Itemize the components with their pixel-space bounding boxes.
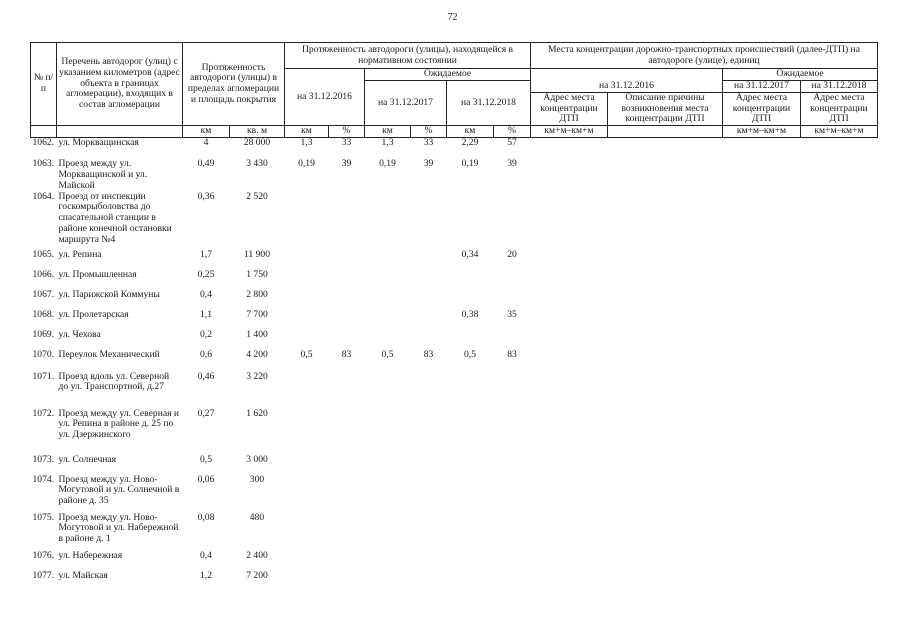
norm-2017-pct — [411, 372, 447, 409]
norm-2016-km — [285, 372, 329, 409]
norm-2016-km — [285, 455, 329, 475]
norm-2018-pct — [494, 571, 531, 585]
norm-2017-pct: 83 — [423, 349, 434, 360]
norm-2017-km: 0,5 — [381, 349, 394, 360]
norm-2018-pct — [494, 192, 531, 250]
row-number: 1075. — [32, 512, 55, 523]
norm-2017-km: 1,3 — [381, 137, 394, 148]
table-row — [31, 571, 878, 585]
road-name: Проезд между ул. Ново-Могутовой и ул. Солнечной в районе д. 35 — [58, 474, 180, 507]
norm-2017-km: 0,19 — [379, 159, 396, 170]
norm-2017-pct — [411, 250, 447, 270]
road-name: Проезд между ул. Моркващинской и ул. Майской — [58, 159, 148, 191]
length-km: 1,1 — [200, 309, 212, 320]
norm-2018-pct: 39 — [507, 159, 517, 170]
norm-2018-pct — [494, 372, 531, 409]
area-sqm: 1 620 — [246, 408, 268, 419]
norm-2017-pct — [411, 571, 447, 585]
norm-2017-pct — [411, 192, 447, 250]
norm-2016-pct — [329, 513, 365, 551]
norm-2018-pct — [494, 270, 531, 290]
norm-2016-km: 0,5 — [300, 349, 313, 360]
norm-2018-km: 0,34 — [461, 249, 479, 260]
unit-kmm: км+м–км+м — [723, 126, 801, 138]
unit-empty — [31, 126, 57, 138]
norm-2017-pct — [411, 310, 447, 330]
row-number: 1072. — [32, 408, 55, 419]
row-number: 1073. — [32, 454, 55, 465]
area-sqm: 1 750 — [246, 269, 268, 280]
length-km: 0,2 — [200, 329, 212, 340]
norm-2018-km — [447, 475, 494, 513]
area-sqm: 4 200 — [246, 349, 268, 360]
norm-2017-km — [365, 290, 411, 310]
norm-2018-pct — [494, 290, 531, 310]
unit-km: км — [447, 126, 494, 138]
road-name: Проезд от инспекции госкомрыболовства до спасательной станции в районе конечной остановки маршрута №4 — [58, 191, 172, 245]
norm-2018-km — [447, 513, 494, 551]
unit-pct: % — [494, 126, 531, 138]
norm-2016-km — [285, 310, 329, 330]
unit-pct: % — [329, 126, 365, 138]
table-row — [31, 310, 878, 330]
norm-2017-pct — [411, 409, 447, 455]
norm-2016-km — [285, 571, 329, 585]
norm-2017-pct — [411, 270, 447, 290]
area-sqm: 480 — [249, 512, 265, 523]
unit-sqm: кв. м — [230, 126, 285, 138]
norm-2017-km — [365, 475, 411, 513]
norm-2016-pct — [329, 250, 365, 270]
norm-2018-pct — [494, 513, 531, 551]
header-length: Протяженность автодороги (улицы) в пределах агломерации и площадь покрытия — [183, 43, 285, 126]
norm-2018-km — [447, 270, 494, 290]
road-name: Переулок Механический — [58, 349, 160, 360]
road-name: Проезд между ул. Ново-Могутовой и ул. Набережной в районе д. 1 — [58, 512, 179, 545]
norm-2017-pct — [411, 290, 447, 310]
road-name: Проезд вдоль ул. Северной до ул. Транспортной, д.27 — [58, 371, 170, 393]
norm-2016-km: 0,19 — [298, 159, 315, 170]
table-body — [31, 137, 878, 584]
unit-km: км — [365, 126, 411, 138]
road-name: ул. Майская — [58, 570, 108, 581]
norm-2018-km: 0,38 — [461, 309, 479, 320]
norm-2017-pct: 33 — [423, 137, 434, 148]
header-date-2017: на 31.12.2017 — [365, 81, 447, 126]
norm-2017-km — [365, 270, 411, 290]
norm-2016-km — [285, 409, 329, 455]
norm-2016-pct — [329, 330, 365, 350]
header-accidents-2016: на 31.12.2016 — [531, 69, 723, 93]
header-accidents-expected: Ожидаемое — [723, 69, 878, 81]
road-name: Проезд между ул. Северная и ул. Репина в районе д. 25 по ул. Дзержинского — [58, 408, 180, 441]
table-row — [31, 290, 878, 310]
norm-2018-km — [447, 330, 494, 350]
length-km: 1,7 — [200, 249, 212, 260]
unit-empty — [608, 126, 723, 138]
length-km: 0,49 — [197, 159, 215, 170]
norm-2018-pct: 57 — [507, 137, 517, 148]
header-address-2016: Адрес места концентрации ДТП — [531, 93, 608, 126]
road-name: ул. Моркващинская — [58, 137, 139, 148]
norm-2018-km: 0,19 — [461, 159, 479, 170]
norm-2016-km — [285, 513, 329, 551]
norm-2017-km — [365, 409, 411, 455]
norm-2018-pct — [494, 475, 531, 513]
norm-2017-km — [365, 250, 411, 270]
norm-2018-pct: 35 — [507, 309, 517, 320]
row-number: 1063. — [32, 159, 55, 170]
norm-2018-pct: 83 — [507, 349, 517, 360]
area-sqm: 28 000 — [243, 137, 271, 148]
norm-2016-km — [285, 250, 329, 270]
row-number: 1077. — [32, 570, 55, 581]
row-number: 1070. — [32, 349, 55, 360]
header-reason: Описание причины возникновения места концентрации ДТП — [608, 93, 723, 126]
road-name: ул. Чехова — [58, 329, 101, 340]
header-accident-sites: Места концентрации дорожно-транспортных происшествий (далее-ДТП) на автодороге (улице), единиц — [531, 43, 878, 69]
norm-2017-km — [365, 571, 411, 585]
road-name: ул. Промышленная — [58, 269, 137, 280]
norm-2018-pct — [494, 330, 531, 350]
norm-2016-pct — [329, 571, 365, 585]
road-name: ул. Репина — [58, 249, 102, 260]
header-date-2016: на 31.12.2016 — [285, 69, 365, 126]
table-row — [31, 330, 878, 350]
row-number: 1071. — [32, 371, 55, 382]
table-row — [31, 372, 878, 409]
norm-2017-km — [365, 551, 411, 571]
length-km: 1,2 — [200, 570, 212, 581]
header-road-list: Перечень автодорог (улиц) с указанием километров (адрес объекта в границах агломерации), входящих в состав агломерации — [57, 43, 183, 126]
norm-2018-km — [447, 455, 494, 475]
norm-2016-pct — [329, 310, 365, 330]
norm-2018-km — [447, 290, 494, 310]
table-row — [31, 513, 878, 551]
area-sqm: 3 430 — [246, 159, 268, 170]
table-row — [31, 409, 878, 455]
norm-2016-pct — [329, 192, 365, 250]
row-number: 1066. — [32, 269, 55, 280]
norm-2017-pct — [411, 455, 447, 475]
norm-2018-km — [447, 551, 494, 571]
area-sqm: 2 520 — [246, 191, 268, 202]
row-number: 1062. — [32, 137, 55, 148]
norm-2017-km — [365, 330, 411, 350]
norm-2018-km: 0,5 — [464, 349, 476, 360]
norm-2017-km — [365, 192, 411, 250]
norm-2017-pct — [411, 551, 447, 571]
norm-2016-km — [285, 290, 329, 310]
area-sqm: 2 400 — [246, 550, 268, 561]
norm-2017-pct: 39 — [423, 159, 434, 170]
table-row — [31, 350, 878, 372]
unit-pct: % — [411, 126, 447, 138]
norm-2018-pct — [494, 409, 531, 455]
length-km: 0,06 — [197, 474, 215, 485]
norm-2018-km: 2,29 — [461, 137, 479, 148]
table-row — [31, 270, 878, 290]
unit-empty — [57, 126, 183, 138]
norm-2016-km — [285, 551, 329, 571]
norm-2018-km — [447, 192, 494, 250]
table-header — [31, 43, 878, 138]
table-row — [31, 137, 878, 159]
header-address-2017: Адрес места концентрации ДТП — [723, 93, 801, 126]
header-normative-state: Протяженность автодороги (улицы), находящейся в нормативном состоянии — [285, 43, 531, 69]
unit-kmm: км+м–км+м — [531, 126, 608, 138]
table-row — [31, 192, 878, 250]
road-name: ул. Парижской Коммуны — [58, 289, 160, 300]
norm-2016-km — [285, 475, 329, 513]
norm-2016-pct — [329, 270, 365, 290]
norm-2016-km — [285, 192, 329, 250]
area-sqm: 11 900 — [243, 249, 271, 260]
norm-2017-km — [365, 372, 411, 409]
norm-2016-km: 1,3 — [300, 137, 313, 148]
norm-2016-pct — [329, 409, 365, 455]
unit-km: км — [183, 126, 230, 138]
length-km: 0,36 — [197, 191, 215, 202]
header-expected: Ожидаемое — [365, 69, 531, 81]
road-name: ул. Солнечная — [58, 454, 117, 465]
length-km: 0,4 — [200, 289, 212, 300]
norm-2016-pct: 33 — [341, 137, 352, 148]
norm-2017-km — [365, 310, 411, 330]
norm-2016-pct — [329, 455, 365, 475]
area-sqm: 7 200 — [246, 570, 268, 581]
length-km: 0,6 — [200, 349, 212, 360]
norm-2018-pct — [494, 551, 531, 571]
norm-2018-km — [447, 372, 494, 409]
table-row — [31, 551, 878, 571]
norm-2016-pct: 83 — [341, 349, 352, 360]
road-name: ул. Пролетарская — [58, 309, 129, 320]
row-number: 1074. — [32, 474, 55, 485]
header-accidents-2017: на 31.12.2017 — [723, 81, 801, 93]
norm-2018-pct: 20 — [507, 249, 517, 260]
norm-2017-km — [365, 513, 411, 551]
table-row — [31, 475, 878, 513]
area-sqm: 3 220 — [246, 371, 268, 382]
roads-table — [30, 42, 878, 585]
norm-2016-pct — [329, 551, 365, 571]
row-number: 1068. — [32, 309, 55, 320]
norm-2018-km — [447, 571, 494, 585]
norm-2016-km — [285, 330, 329, 350]
norm-2017-pct — [411, 330, 447, 350]
norm-2017-pct — [411, 513, 447, 551]
area-sqm: 2 800 — [246, 289, 268, 300]
row-number: 1064. — [32, 191, 55, 202]
area-sqm: 300 — [249, 474, 265, 485]
norm-2016-pct — [329, 290, 365, 310]
header-no: № п/п — [31, 43, 57, 126]
area-sqm: 7 700 — [246, 309, 268, 320]
header-accidents-2018: на 31.12.2018 — [801, 81, 878, 93]
norm-2017-km — [365, 455, 411, 475]
norm-2016-pct — [329, 372, 365, 409]
unit-kmm: км+м–км+м — [801, 126, 878, 138]
length-km: 0,4 — [200, 550, 212, 561]
norm-2016-pct: 39 — [341, 159, 352, 170]
length-km: 0,25 — [197, 269, 215, 280]
road-name: ул. Набережная — [58, 550, 123, 561]
norm-2018-km — [447, 409, 494, 455]
area-sqm: 3 000 — [246, 454, 268, 465]
row-number: 1076. — [32, 550, 55, 561]
length-km: 0,27 — [197, 408, 215, 419]
norm-2018-pct — [494, 455, 531, 475]
length-km: 4 — [203, 137, 209, 148]
norm-2016-pct — [329, 475, 365, 513]
row-number: 1065. — [32, 249, 55, 260]
page-number: 72 — [447, 12, 458, 23]
header-address-2018: Адрес места концентрации ДТП — [801, 93, 878, 126]
row-number: 1067. — [32, 289, 55, 300]
length-km: 0,5 — [200, 454, 212, 465]
length-km: 0,46 — [197, 371, 215, 382]
table-row — [31, 159, 878, 191]
header-date-2018: на 31.12.2018 — [447, 81, 531, 126]
length-km: 0,08 — [197, 512, 215, 523]
table-row — [31, 250, 878, 270]
table-row — [31, 455, 878, 475]
row-number: 1069. — [32, 329, 55, 340]
norm-2017-pct — [411, 475, 447, 513]
area-sqm: 1 400 — [246, 329, 268, 340]
unit-km: км — [285, 126, 329, 138]
norm-2016-km — [285, 270, 329, 290]
